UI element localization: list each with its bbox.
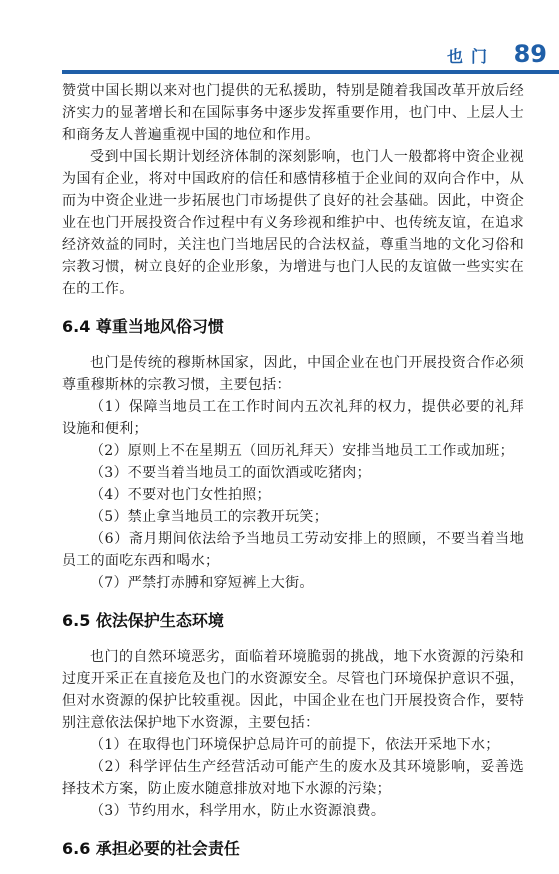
page-header (0, 0, 559, 78)
list-item: （5）禁止拿当地员工的宗教开玩笑； (90, 509, 329, 525)
list-item: （2）科学评估生产经营活动可能产生的废水及其环境影响，妥善选择技术方案，防止废水随意排放对地下水源的污染； (62, 759, 524, 797)
section-intro: 也门的自然环境恶劣，面临着环境脆弱的挑战，地下水资源的污染和过度开采正在直接危及也门的水资源安全。尽管也门环境保护意识不强，但对水资源的保护比较重视。因此，中国企业在也门开展投资合作，要特别注意依法保护地下水资源，主要包括： (62, 649, 524, 731)
paragraph: 受到中国长期计划经济体制的深刻影响，也门人一般都将中资企业视为国有企业，将对中国政府的信任和感情移植于企业间的双向合作中，从而为中资企业进一步拓展也门市场提供了良好的社会基础。因此，中资企业在也门开展投资合作过程中有义务珍视和维护中、也传统友谊，在追求经济效益的同时，关注也门当地居民的合法权益，尊重当地的文化习俗和宗教习惯，树立良好的企业形象，为增进与也门人民的友谊做一些实实在在的工作。 (62, 149, 524, 297)
section-intro: 也门是传统的穆斯林国家，因此，中国企业在也门开展投资合作必须尊重穆斯林的宗教习惯，主要包括： (62, 355, 524, 393)
header-rule (62, 70, 559, 74)
running-header-title: 也门 (446, 47, 495, 66)
list-item: （4）不要对也门女性拍照； (90, 487, 271, 503)
list-item: （7）严禁打赤膊和穿短裤上大街。 (90, 575, 314, 591)
section-heading-6-4: 6.4 尊重当地风俗习惯 (62, 317, 224, 336)
page-number: 89 (513, 40, 547, 68)
section-heading-6-6: 6.6 承担必要的社会责任 (62, 839, 240, 858)
list-item: （3）节约用水，科学用水，防止水资源浪费。 (90, 803, 386, 819)
page-body (62, 80, 524, 874)
list-item: （1）在取得也门环境保护总局许可的前提下，依法开采地下水； (90, 737, 500, 753)
list-item: （2）原则上不在星期五（回历礼拜天）安排当地员工工作或加班； (90, 443, 514, 459)
paragraph-continued: 赞赏中国长期以来对也门提供的无私援助，特别是随着我国改革开放后经济实力的显著增长和在国际事务中逐步发挥重要作用，也门中、上层人士和商务友人普遍重视中国的地位和作用。 (62, 83, 524, 143)
list-item: （6）斋月期间依法给予当地员工劳动安排上的照顾，不要当着当地员工的面吃东西和喝水； (62, 531, 524, 569)
section-heading-6-5: 6.5 依法保护生态环境 (62, 611, 224, 630)
list-item: （3）不要当着当地员工的面饮酒或吃猪肉； (90, 465, 371, 481)
list-item: （1）保障当地员工在工作时间内五次礼拜的权力，提供必要的礼拜设施和便利； (62, 399, 524, 437)
